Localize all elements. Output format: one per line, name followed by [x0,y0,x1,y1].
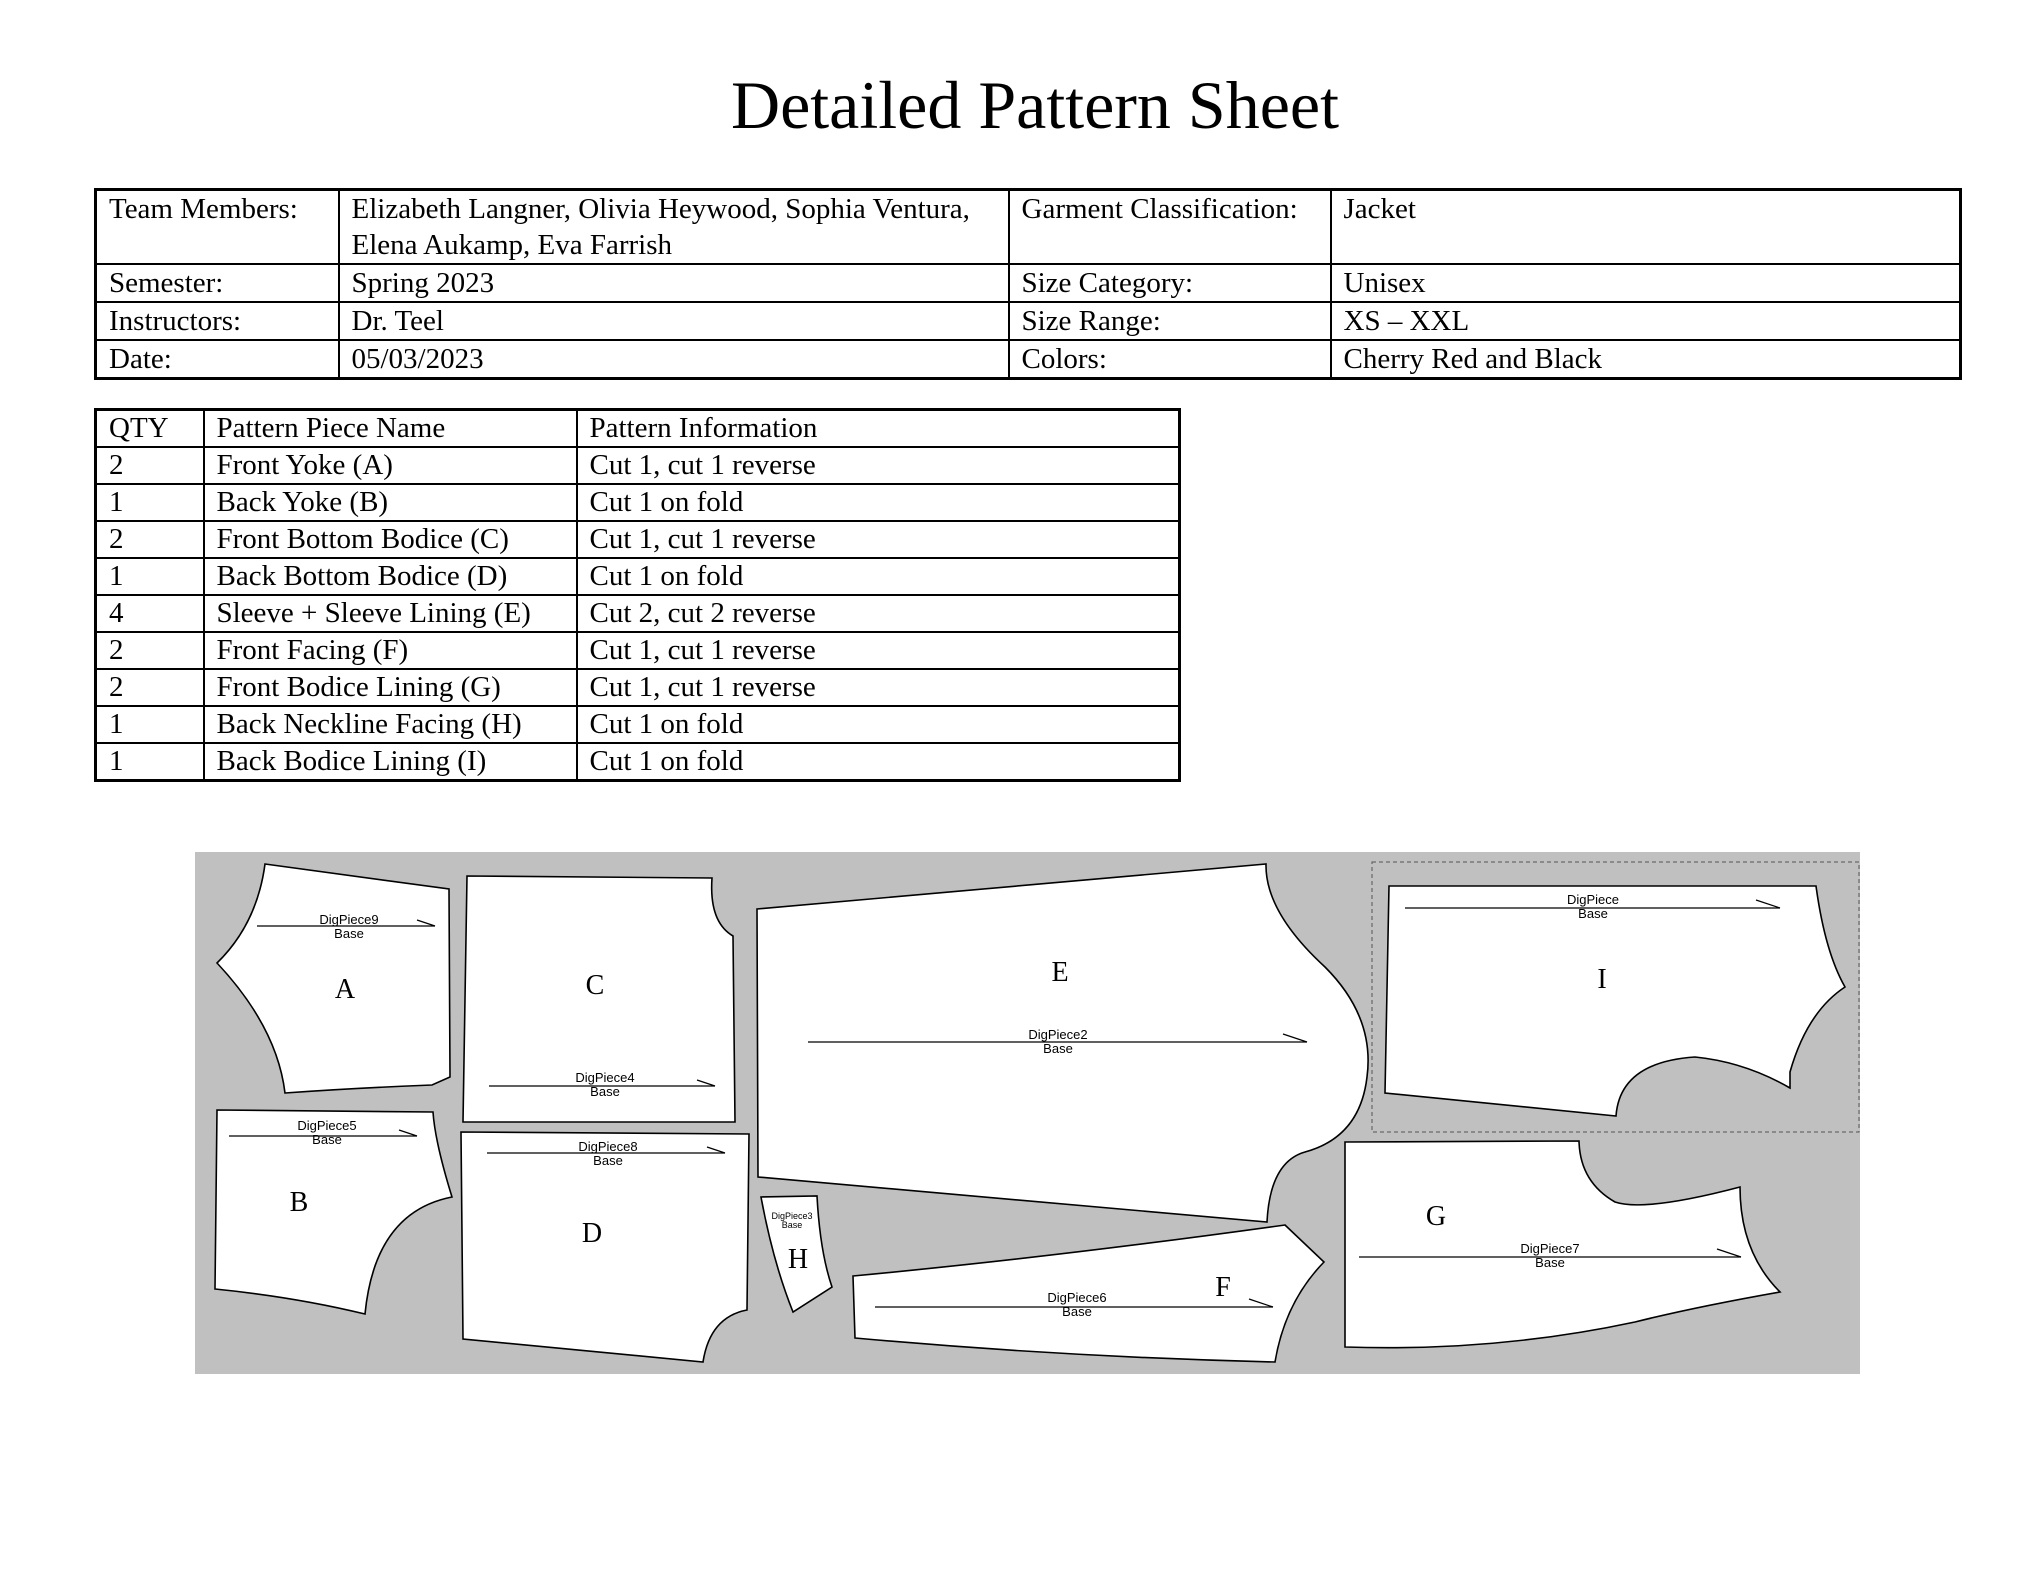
piece-info-cell: Cut 1 on fold [577,706,1180,743]
piece-letter: D [581,1218,603,1249]
header-piece-info: Pattern Information [577,410,1180,448]
info-row-semester [96,264,1961,302]
piece-name-cell: Front Facing (F) [204,632,577,669]
piece-sublabel: Base [1578,906,1608,921]
piece-label: DigPiece6 [1047,1290,1107,1305]
semester-label: Semester: [96,264,339,302]
qty-cell: 1 [96,706,204,743]
piece-name-cell: Front Yoke (A) [204,447,577,484]
garment-label: Garment Classification: [1009,190,1331,265]
piece-info-cell: Cut 1, cut 1 reverse [577,632,1180,669]
info-table [94,188,1962,380]
page-title: Detailed Pattern Sheet [730,67,1339,143]
header-qty: QTY [96,410,204,448]
piece-info-cell: Cut 1 on fold [577,484,1180,521]
table-header-row [96,410,1180,448]
piece-name-cell: Back Bodice Lining (I) [204,743,577,781]
piece-e[interactable] [757,864,1368,1222]
piece-letter: G [1425,1201,1447,1232]
date-value: 05/03/2023 [339,340,1009,379]
table-row [96,706,1180,743]
qty-cell: 2 [96,669,204,706]
piece-sublabel: Base [334,926,364,941]
piece-sublabel: Base [312,1132,342,1147]
size-category-value: Unisex [1331,264,1961,302]
table-row [96,595,1180,632]
qty-cell: 2 [96,521,204,558]
piece-letter: C [585,970,605,1001]
semester-value: Spring 2023 [339,264,1009,302]
table-row [96,447,1180,484]
colors-value: Cherry Red and Black [1331,340,1961,379]
size-range-label: Size Range: [1009,302,1331,340]
info-row-team [96,190,1961,265]
piece-label: DigPiece7 [1520,1241,1580,1256]
team-value: Elizabeth Langner, Olivia Heywood, Sophia Ventura, Elena Aukamp, Eva Farrish [339,190,1009,265]
piece-label: DigPiece8 [578,1139,638,1154]
instructors-label: Instructors: [96,302,339,340]
qty-cell: 2 [96,632,204,669]
piece-label: DigPiece3 [771,1211,813,1221]
piece-label: DigPiece5 [297,1118,357,1133]
header-piece-name: Pattern Piece Name [204,410,577,448]
garment-value: Jacket [1331,190,1961,265]
piece-sublabel: Base [593,1153,623,1168]
piece-label: DigPiece2 [1028,1027,1088,1042]
piece-info-cell: Cut 1, cut 1 reverse [577,669,1180,706]
qty-cell: 4 [96,595,204,632]
team-label: Team Members: [96,190,339,265]
instructors-value: Dr. Teel [339,302,1009,340]
piece-sublabel: Base [1062,1304,1092,1319]
piece-name-cell: Sleeve + Sleeve Lining (E) [204,595,577,632]
piece-letter: H [787,1244,809,1275]
table-row [96,484,1180,521]
table-row [96,558,1180,595]
piece-sublabel: Base [1535,1255,1565,1270]
piece-info-cell: Cut 1, cut 1 reverse [577,447,1180,484]
piece-name-cell: Back Bottom Bodice (D) [204,558,577,595]
table-row [96,632,1180,669]
piece-letter: E [1051,957,1069,988]
piece-c[interactable] [463,876,735,1122]
piece-label: DigPiece [1566,892,1620,907]
table-row [96,669,1180,706]
piece-letter: F [1215,1272,1231,1303]
piece-sublabel: Base [1043,1041,1073,1056]
qty-cell: 1 [96,558,204,595]
piece-info-cell: Cut 1 on fold [577,743,1180,781]
info-row-instructors [96,302,1961,340]
piece-info-cell: Cut 1, cut 1 reverse [577,521,1180,558]
piece-name-cell: Back Yoke (B) [204,484,577,521]
qty-cell: 2 [96,447,204,484]
piece-info-cell: Cut 2, cut 2 reverse [577,595,1180,632]
piece-letter: B [289,1187,309,1218]
pattern-pieces-table [94,408,1181,782]
qty-cell: 1 [96,484,204,521]
info-row-date [96,340,1961,379]
piece-sublabel: Base [781,1220,803,1230]
table-row [96,521,1180,558]
piece-letter: I [1597,964,1607,995]
size-range-value: XS – XXL [1331,302,1961,340]
colors-label: Colors: [1009,340,1331,379]
piece-label: DigPiece9 [319,912,379,927]
size-category-label: Size Category: [1009,264,1331,302]
piece-info-cell: Cut 1 on fold [577,558,1180,595]
table-row [96,743,1180,781]
piece-name-cell: Front Bottom Bodice (C) [204,521,577,558]
pattern-layout [195,852,1860,1374]
piece-label: DigPiece4 [575,1070,635,1085]
piece-name-cell: Front Bodice Lining (G) [204,669,577,706]
piece-letter: A [334,974,356,1005]
piece-name-cell: Back Neckline Facing (H) [204,706,577,743]
date-label: Date: [96,340,339,379]
piece-sublabel: Base [590,1084,620,1099]
qty-cell: 1 [96,743,204,781]
piece-d[interactable] [461,1132,749,1362]
